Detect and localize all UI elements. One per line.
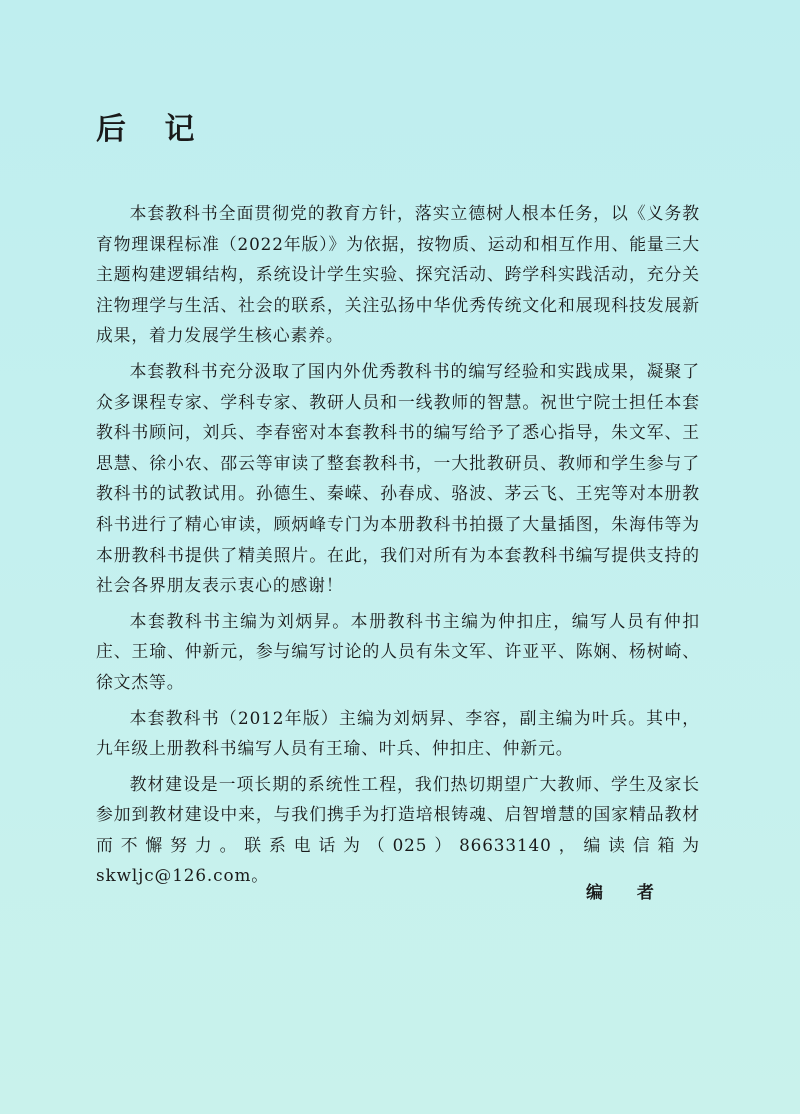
paragraph-2: 本套教科书充分汲取了国内外优秀教科书的编写经验和实践成果，凝聚了众多课程专家、学科专家、教研人员和一线教师的智慧。祝世宁院士担任本套教科书顾问，刘兵、李春密对本套教科书的编写给予了悉心指导，朱文军、王思慧、徐小农、邵云等审读了整套教科书，一大批教研员、教师和学生参与了教科书的试教试用。孙德生、秦嵘、孙春成、骆波、茅云飞、王宪等对本册教科书进行了精心审读，顾炳峰专门为本册教科书拍摄了大量插图，朱海伟等为本册教科书提供了精美照片。在此，我们对所有为本套教科书编写提供支持的社会各界朋友表示衷心的感谢！ xyxy=(96,360,700,596)
page-title: 后 记 xyxy=(96,112,209,147)
paragraph-4: 本套教科书（2012年版）主编为刘炳昇、李容，副主编为叶兵。其中，九年级上册教科书编写人员有王瑜、叶兵、仲扣庄、仲新元。 xyxy=(96,707,700,759)
editor-signature: 编 者 xyxy=(586,883,668,903)
paragraph-5: 教材建设是一项长期的系统性工程，我们热切期望广大教师、学生及家长参加到教材建设中来，与我们携手为打造培根铸魂、启智增慧的国家精品教材而不懈努力。联系电话为（025）86633140，编读信箱为 skwljc@126.com。 xyxy=(96,773,700,886)
afterword-body xyxy=(96,198,700,896)
paragraph-3: 本套教科书主编为刘炳昇。本册教科书主编为仲扣庄，编写人员有仲扣庄、王瑜、仲新元，参与编写讨论的人员有朱文军、许亚平、陈娴、杨树崎、徐文杰等。 xyxy=(96,610,700,692)
paragraph-1: 本套教科书全面贯彻党的教育方针，落实立德树人根本任务，以《义务教育物理课程标准（2022年版）》为依据，按物质、运动和相互作用、能量三大主题构建逻辑结构，系统设计学生实验、探究活动、跨学科实践活动，充分关注物理学与生活、社会的联系，关注弘扬中华优秀传统文化和展现科技发展新成果，着力发展学生核心素养。 xyxy=(96,203,700,346)
